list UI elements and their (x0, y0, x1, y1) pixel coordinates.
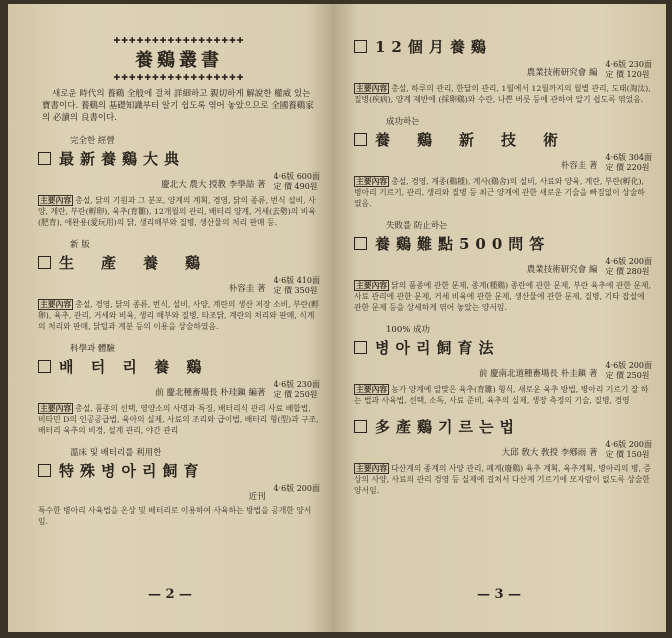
stars-top: ✚✚✚✚✚✚✚✚✚✚✚✚✚✚✚✚✚ (113, 36, 245, 45)
checkbox-square-icon (38, 256, 51, 269)
entry-author: 前 慶北種畜場長 朴珪鎭 編著 (155, 388, 266, 398)
entry-title: 養 鷄 新 技 術 (375, 131, 565, 149)
entry-tag: 主要內容 (40, 404, 72, 413)
book-entry (354, 115, 652, 209)
entry-author: 近刊 (248, 492, 266, 502)
entry-author: 朴容圭 著 (560, 161, 598, 171)
series-title: 養鷄叢書 (135, 50, 223, 71)
entry-kicker: 新 版 (70, 240, 90, 250)
entry-title: 12個月養鷄 (375, 38, 492, 56)
entry-specs (605, 257, 652, 277)
entry-specs (273, 380, 320, 400)
page-number: — 3 — (476, 587, 522, 602)
entry-meta (38, 276, 320, 296)
entry-description (354, 280, 652, 313)
book-entry (38, 134, 320, 228)
entry-specs (605, 60, 652, 80)
entry-tag: 主要內容 (356, 385, 388, 394)
checkbox-square-icon (354, 133, 367, 146)
entry-size: 4·6版 200面 (605, 440, 652, 449)
entry-size: 4·6版 200面 (605, 257, 652, 266)
checkbox-square-icon (38, 464, 51, 477)
entry-specs (273, 276, 320, 296)
entry-description (38, 195, 320, 228)
entry-tag: 主要內容 (40, 300, 72, 309)
checkbox-square-icon (38, 152, 51, 165)
entry-title-row (354, 36, 652, 57)
entry-tag: 主要內容 (356, 281, 388, 290)
entry-title: 最新養鷄大典 (59, 150, 186, 168)
checkbox-square-icon (354, 341, 367, 354)
entry-specs (273, 172, 320, 192)
entry-title-row (38, 460, 320, 481)
entry-meta (354, 361, 652, 381)
entry-desc-text: 총설, 하루의 관리, 한달의 관리, 1월에서 12월까지의 월별 관리, 도태(淘汰), 질병(疾病), 양계 재반에 (採卵鷄)와 수란, 나쁜 버릇 등에 관하여 알기 쉽도록 엮었음. (354, 84, 651, 104)
page-number: — 2 — (147, 587, 193, 602)
entry-title: 生 產 養 鷄 (59, 254, 207, 272)
entry-title: 병아리飼育法 (375, 339, 500, 357)
entry-kicker: 成功하는 (386, 117, 420, 127)
entry-size: 4·6版 410面 (273, 276, 320, 285)
book-entry (354, 36, 652, 105)
entry-meta (38, 380, 320, 400)
entry-meta (354, 257, 652, 277)
book-entry (38, 446, 320, 527)
book-entry (38, 238, 320, 332)
entry-size: 4·6版 200面 (605, 361, 652, 370)
entry-description (354, 384, 652, 406)
checkbox-square-icon (38, 360, 51, 373)
entry-price: 定 價 220원 (605, 163, 650, 172)
entry-description (38, 403, 320, 436)
entry-size: 4·6版 600面 (273, 172, 320, 181)
entry-specs (605, 440, 652, 460)
series-header (38, 36, 320, 82)
entry-title: 多產鷄기르는법 (375, 418, 520, 436)
entry-meta (354, 440, 652, 460)
entry-size: 4·6版 304面 (605, 153, 652, 162)
entry-tag: 主要內容 (40, 196, 72, 205)
entry-title-row (38, 356, 320, 377)
entry-title-row (354, 416, 652, 437)
entry-size: 4·6版 230面 (273, 380, 320, 389)
entry-author: 農業技術研究會 編 (526, 265, 598, 275)
entry-author: 慶北大 農大 授教 李學喆 著 (161, 180, 266, 190)
series-intro: 새로운 時代의 養鷄 全般에 걸쳐 詳細하고 親切하게 解說한 權威 있는 寶書이다. 養鷄의 基礎知識부터 알기 쉽도록 엮어 놓았으므로 全國養鷄家의 必讀의 良書이다. (42, 89, 314, 123)
entry-kicker: 100% 成功 (386, 325, 431, 335)
entry-title-row (38, 252, 320, 273)
entry-size: 4·6版 230面 (605, 60, 652, 69)
entry-price: 定 價 250원 (273, 390, 318, 399)
entry-price: 定 價 250원 (605, 371, 650, 380)
entry-desc-text: 총설, 품종의 선택, 영양소의 사명과 특징, 배터리식 관리 사료 배합법, 비타민 D의 인공공급법, 육아의 실제, 사료의 조리와 급이법, 배터리 형(型)과 구조, 배터리 육추의 비경, 설계 관리, 야간 관리 (38, 404, 319, 435)
checkbox-square-icon (354, 237, 367, 250)
book-spread (8, 4, 666, 632)
entry-tag: 主要內容 (356, 464, 388, 473)
entry-description (354, 83, 652, 105)
entry-author: 大邱 敎大 敎授 李鄕雨 著 (501, 448, 598, 458)
entry-meta (354, 153, 652, 173)
entry-author: 前 慶南北道種畜場長 朴圭鎭 著 (478, 369, 598, 379)
entry-price: 定 價 280원 (605, 267, 650, 276)
entry-title-row (354, 337, 652, 358)
book-entry (38, 342, 320, 436)
entry-price: 定 價 350원 (273, 286, 318, 295)
entry-desc-text: 총설, 경영, 닭의 종류, 번식, 설비, 사양, 계란의 생산 저장 소비, 부란(孵卵), 육추, 관리, 거세와 비육, 생리 해부와 질병, 타조닭, 계란의 처리와 판매, 식계의 처리와 판매, 닭털과 계분 등의 이용을 상술하였음. (38, 300, 319, 331)
right-page (332, 4, 666, 632)
entry-kicker: 完全한 經營 (70, 136, 115, 146)
entry-title: 養鷄難點500問答 (375, 235, 551, 253)
entry-description (354, 176, 652, 209)
entry-specs (273, 484, 320, 494)
entry-size: 4·6版 200面 (273, 484, 320, 493)
entry-tag: 主要內容 (356, 177, 388, 186)
entry-description: 특수한 병아리 사육법을 온상 및 배터리로 이용하여 사육하는 방법을 공개한 양서임. (38, 506, 312, 526)
stars-bottom: ✚✚✚✚✚✚✚✚✚✚✚✚✚✚✚✚✚ (113, 73, 245, 82)
left-page (8, 4, 332, 632)
entry-desc-text: 닭의 품종에 관한 문제, 종계(種鷄) 종란에 관한 문제, 부란 육추에 관한 문제, 사료 관리에 관한 문제, 거세 비육에 관한 문제, 생산물에 관한 문제, 질병, 기타 잡설에 관한 문제 등을 상세하게 엮어 놓았는 양서임. (354, 281, 651, 312)
entry-title: 배 터 리 養 鷄 (59, 358, 208, 376)
entry-title-row (38, 148, 320, 169)
entry-meta (354, 60, 652, 80)
entry-desc-text: 다산계의 종계의 사양 관리, 폐계(廢鷄) 육추 계획, 육추계획, 병아리의 병, 증상의 사양, 사료의 관리 경영 등 실제에 걸쳐서 다산계 기르기에 모자람이 없도록 상술한 양서임. (354, 464, 651, 495)
entry-desc-text: 농가 양계에 알맞은 육추(育雛) 형식, 새로운 육추 방법, 병아리 기르기 잘 하는 법과 사육법, 선택, 소독, 사료 준비, 육추의 실제, 생장 측정의 기술, 질병, 경영 (354, 385, 649, 405)
entry-author: 朴容圭 著 (228, 284, 266, 294)
entry-price: 定 價 150원 (605, 450, 650, 459)
entry-kicker: 失敗를 防止하는 (386, 221, 448, 231)
entry-meta (38, 172, 320, 192)
entry-specs (605, 361, 652, 381)
entry-kicker: 科學과 體驗 (70, 344, 115, 354)
entry-specs (605, 153, 652, 173)
book-entry (354, 323, 652, 406)
entry-title-row (354, 233, 652, 254)
entry-title-row (354, 129, 652, 150)
checkbox-square-icon (354, 420, 367, 433)
entry-desc-text: 총설, 닭의 기원과 그 분포, 양계의 계획, 경영, 닭의 종류, 번식 설비, 사양, 계란, 부란(孵卵), 육추(育雛), 12개월의 관리, 배터리 양계, 거세(去勢)의 비육(肥育), 애완용(愛玩用)의 닭, 생리해부와 질병, 생산물의 처리 판매 등. (38, 196, 316, 227)
entry-meta (38, 484, 320, 502)
entry-price: 定 價 490원 (273, 182, 318, 191)
entry-title: 特殊병아리飼育 (59, 462, 205, 480)
entry-kicker: 溫床 및 배터리를 利用한 (70, 448, 162, 458)
entry-description (38, 299, 320, 332)
entry-author: 農業技術研究會 編 (526, 68, 598, 78)
book-entry (354, 416, 652, 496)
entry-desc-text: 총설, 경영, 계종(鷄種), 계사(鷄舍)의 설비, 사료와 양육, 계란, 부란(孵化), 병아리 기르기, 관리, 생리와 질병 등 최근 양계에 관한 새로운 기술을 빠짐없이 상술하였음. (354, 177, 645, 208)
entry-price: 定 價 120원 (605, 70, 650, 79)
book-entry (354, 219, 652, 313)
checkbox-square-icon (354, 40, 367, 53)
entry-description (354, 463, 652, 496)
entry-tag: 主要內容 (356, 84, 388, 93)
